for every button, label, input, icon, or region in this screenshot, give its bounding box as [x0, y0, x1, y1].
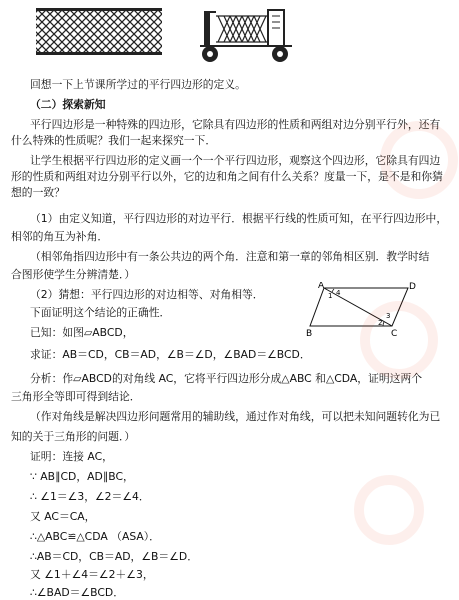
- angle-2-label: 2: [378, 319, 383, 327]
- text-line: （作对角线是解决四边形问题常用的辅助线，通过作对角线，可以把未知问题转化为已: [30, 410, 441, 423]
- text-line: 回想一下上节课所学过的平行四边形的定义。: [30, 78, 246, 91]
- text-line: 下面证明这个结论的正确性．: [30, 306, 171, 319]
- fence-photo: [34, 6, 164, 58]
- text-line: 分析：作▱ABCD的对角线 AC，它将平行四边形分成△ABC 和△CDA，证明这两个: [30, 372, 423, 385]
- vertex-c-label: C: [391, 329, 398, 338]
- vertex-d-label: D: [409, 282, 416, 292]
- text-line: 求证：AB＝CD，CB＝AD，∠B＝∠D，∠BAD＝∠BCD．: [30, 348, 311, 361]
- angle-4-label: 4: [336, 289, 341, 297]
- text-line: ∴∠BAD＝∠BCD．: [30, 586, 124, 599]
- angle-3-label: 3: [386, 312, 391, 320]
- text-line: 形的性质和两组对边分别平行以外，它的边和角之间有什么关系？度量一下，是不是和你猜: [11, 170, 443, 183]
- text-line: 又 ∠1＋∠4＝∠2＋∠3，: [30, 568, 154, 581]
- text-line: （相邻角指四边形中有一条公共边的两个角．注意和第一章的邻角相区别．教学时结: [30, 250, 430, 263]
- text-line: ∴ ∠1＝∠3，∠2＝∠4．: [30, 490, 150, 503]
- text-line: 平行四边形是一种特殊的四边形，它除具有四边形的性质和两组对边分别平行外，还有: [30, 118, 441, 131]
- text-line: 想的一致？: [11, 186, 65, 199]
- vertex-a-label: A: [318, 282, 325, 291]
- text-line: ∵ AB∥CD，AD∥BC，: [30, 470, 134, 483]
- vertex-b-label: B: [306, 329, 313, 338]
- text-line: 证明：连接 AC，: [30, 450, 113, 463]
- text-line: 知的关于三角形的问题．）: [11, 430, 136, 443]
- text-line: 又 AC＝CA，: [30, 510, 96, 523]
- text-line: 让学生根据平行四边形的定义画一个一个平行四边形，观察这个四边形，它除具有四边: [30, 154, 441, 167]
- text-line: ∴△ABC≌△CDA （ASA）．: [30, 530, 160, 543]
- text-line: 已知：如图▱ABCD，: [30, 326, 134, 339]
- gate-photo: [200, 6, 292, 64]
- text-line: 相邻的角互为补角．: [11, 230, 109, 243]
- text-line: 合图形使学生分辨清楚．）: [11, 268, 136, 281]
- text-line: （2）猜想：平行四边形的对边相等、对角相等．: [30, 288, 264, 301]
- parallelogram-figure: [306, 282, 416, 338]
- text-line: ∴AB＝CD，CB＝AD，∠B＝∠D．: [30, 550, 199, 563]
- section-heading: （二）探索新知: [30, 98, 106, 111]
- text-line: （1）由定义知道，平行四边形的对边平行．根据平行线的性质可知，在平行四边形中，: [30, 212, 448, 225]
- text-line: 三角形全等即可得到结论．: [11, 390, 141, 403]
- angle-1-label: 1: [328, 292, 333, 300]
- text-line: 什么特殊的性质呢？我们一起来探究一下．: [11, 134, 217, 147]
